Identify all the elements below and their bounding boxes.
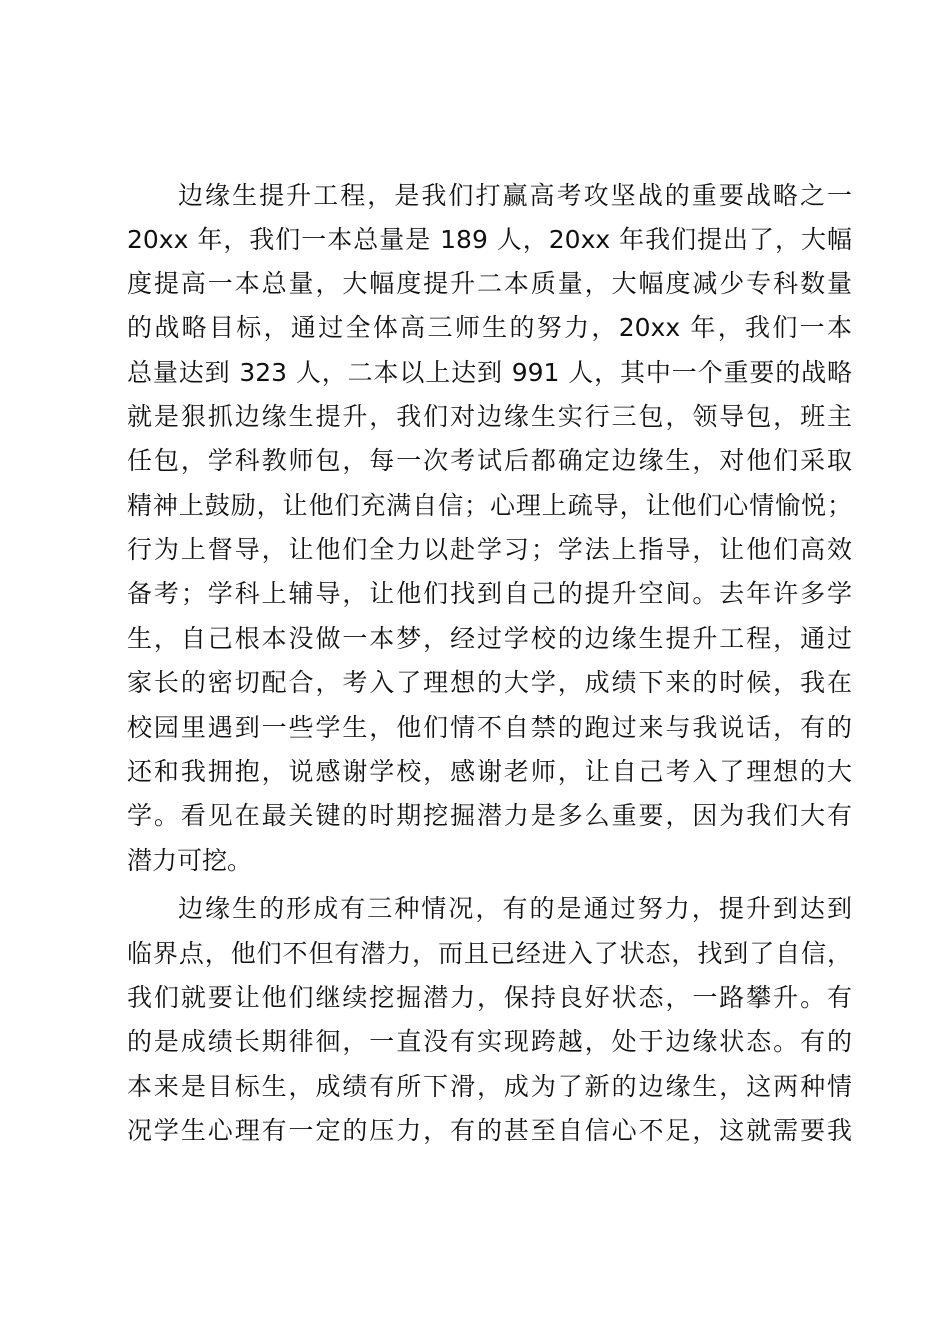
text-line: 的是成绩长期徘徊，一直没有实现跨越，处于边缘状态。有的 <box>127 1027 852 1056</box>
text-line: 我们就要让他们继续挖掘潜力，保持良好状态，一路攀升。有 <box>127 983 852 1012</box>
text-line: 边缘生的形成有三种情况，有的是通过努力，提升到达到 <box>178 894 852 923</box>
text-line: 边缘生提升工程，是我们打赢高考攻坚战的重要战略之一 <box>178 181 852 210</box>
text-line: 度提高一本总量，大幅度提升二本质量，大幅度减少专科数量 <box>127 269 852 298</box>
text-line: 的战略目标，通过全体高三师生的努力，20xx 年，我们一本 <box>127 313 852 342</box>
text-line: 20xx 年，我们一本总量是 189 人，20xx 年我们提出了，大幅 <box>127 225 852 254</box>
text-line: 临界点，他们不但有潜力，而且已经进入了状态，找到了自信， <box>127 939 852 968</box>
text-line: 本来是目标生，成绩有所下滑，成为了新的边缘生，这两种情 <box>127 1072 852 1101</box>
text-line: 任包，学科教师包，每一次考试后都确定边缘生，对他们采取 <box>127 446 852 475</box>
text-line: 行为上督导，让他们全力以赴学习；学法上指导，让他们高效 <box>127 535 852 564</box>
text-line: 家长的密切配合，考入了理想的大学，成绩下来的时候，我在 <box>127 668 852 697</box>
text-line: 学。看见在最关键的时期挖掘潜力是多么重要，因为我们大有 <box>127 801 852 830</box>
text-line: 校园里遇到一些学生，他们情不自禁的跑过来与我说话，有的 <box>127 713 852 742</box>
text-line: 还和我拥抱，说感谢学校，感谢老师，让自己考入了理想的大 <box>127 757 852 786</box>
text-line: 就是狠抓边缘生提升，我们对边缘生实行三包，领导包，班主 <box>127 402 852 431</box>
text-line: 总量达到 323 人，二本以上达到 991 人，其中一个重要的战略 <box>127 358 852 387</box>
text-line: 精神上鼓励，让他们充满自信；心理上疏导，让他们心情愉悦； <box>127 491 852 520</box>
text-line: 备考；学科上辅导，让他们找到自己的提升空间。去年许多学 <box>127 579 852 608</box>
text-line: 潜力可挖。 <box>127 846 253 875</box>
text-line: 生，自己根本没做一本梦，经过学校的边缘生提升工程，通过 <box>127 624 852 653</box>
text-line: 况学生心理有一定的压力，有的甚至自信心不足，这就需要我 <box>127 1116 852 1145</box>
